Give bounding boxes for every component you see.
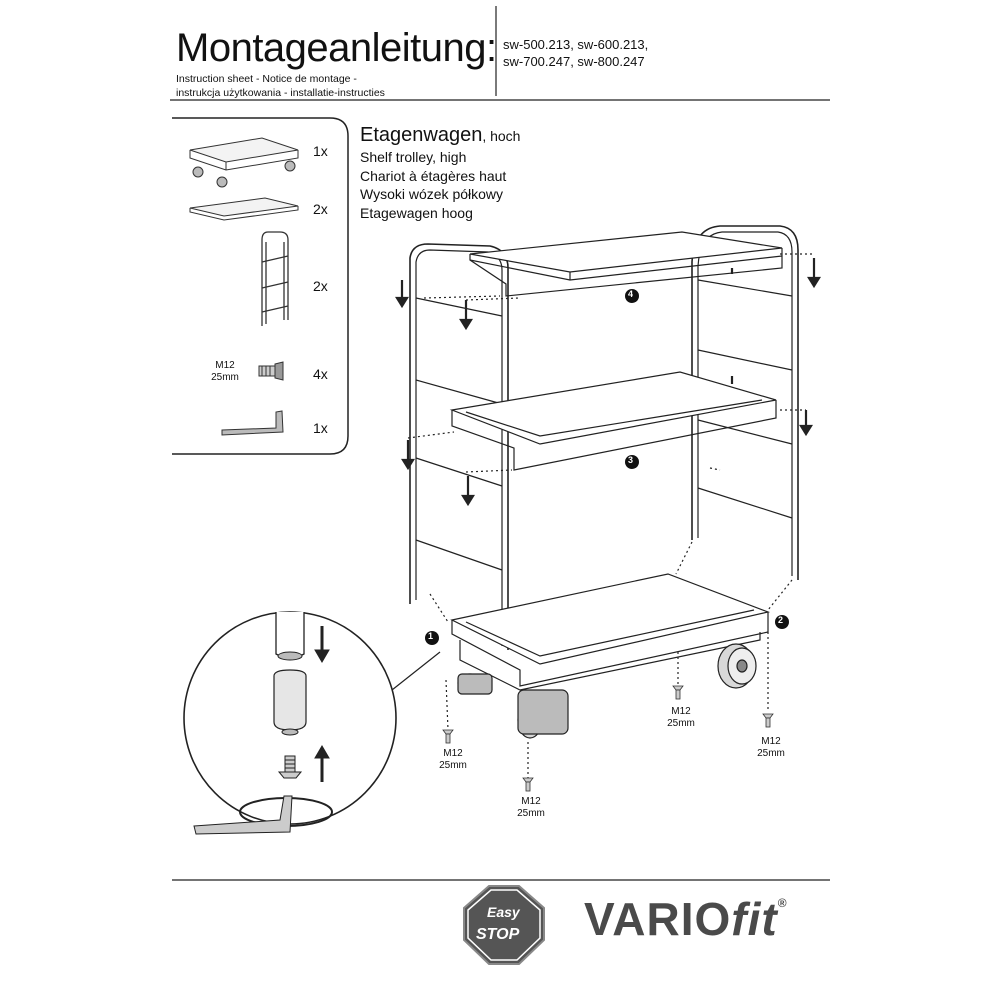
product-name-fr: Chariot à étagères haut: [360, 167, 507, 184]
part-qty-2: 2x: [313, 201, 328, 217]
step-3-label: 3: [628, 455, 634, 465]
step-1-label: 1: [428, 631, 434, 641]
brand-fit: fit: [731, 893, 778, 945]
badge-easy-text: Easy: [487, 904, 520, 920]
product-name-nl: Etagewagen hoog: [360, 204, 473, 221]
easy-stop-badge: [464, 886, 544, 964]
step-4-label: 4: [628, 289, 634, 299]
screw-label-length: 25mm: [517, 808, 545, 819]
shelf-tray-icon: [190, 198, 298, 220]
part-qty-5: 1x: [313, 420, 328, 436]
badge-stop-text: STOP: [476, 926, 520, 943]
part-qty-4: 4x: [313, 366, 328, 382]
part-qty-3: 2x: [313, 278, 328, 294]
page-title: Montageanleitung:: [176, 26, 497, 70]
subtitle-line1: Instruction sheet - Notice de montage -: [176, 73, 357, 85]
screw-icon: [763, 714, 773, 727]
brand-logo: [584, 892, 788, 946]
model-codes-line2: sw-700.247, sw-800.247: [503, 54, 645, 69]
screw-label-1: [436, 748, 470, 772]
arrow-icons: [397, 258, 819, 504]
product-name-suffix: , hoch: [482, 128, 521, 144]
detail-arrows: [315, 626, 329, 782]
part-screw-label: [210, 360, 240, 384]
brand-vario: VARIO: [584, 893, 732, 945]
part-screw-length: 25mm: [211, 372, 239, 383]
bottom-screws: [443, 686, 773, 791]
screw-label-length: 25mm: [439, 760, 467, 771]
screw-label-size: M12: [521, 796, 541, 807]
subtitle-line2: instrukcja użytkowania - installatie-instructies: [176, 87, 385, 99]
screw-icon: [259, 362, 283, 380]
step-2-label: 2: [778, 615, 784, 625]
part-screw-size: M12: [215, 360, 235, 371]
screw-icon: [443, 730, 453, 743]
ladder-frame-icon: [262, 232, 288, 326]
part-qty-1: 1x: [313, 143, 328, 159]
brand-registered: ®: [777, 896, 788, 910]
screw-label-4: [754, 736, 788, 760]
product-name-en: Shelf trolley, high: [360, 149, 467, 165]
screw-icon: [673, 686, 683, 699]
product-name-pl: Wysoki wózek półkowy: [360, 186, 504, 202]
screw-label-2: [514, 796, 548, 820]
guide-lines: [408, 254, 812, 778]
detail-circle: [184, 612, 440, 834]
screw-icon: [523, 778, 533, 791]
trolley-base-icon: [190, 138, 298, 187]
product-name-main: Etagenwagen: [360, 124, 483, 146]
model-codes-line1: sw-500.213, sw-600.213,: [503, 37, 649, 52]
screw-label-size: M12: [671, 706, 691, 717]
screw-label-size: M12: [443, 748, 463, 759]
screw-label-size: M12: [761, 736, 781, 747]
screw-label-length: 25mm: [667, 718, 695, 729]
screw-label-3: [664, 706, 698, 730]
screw-label-length: 25mm: [757, 748, 785, 759]
allen-key-icon: [222, 411, 283, 435]
